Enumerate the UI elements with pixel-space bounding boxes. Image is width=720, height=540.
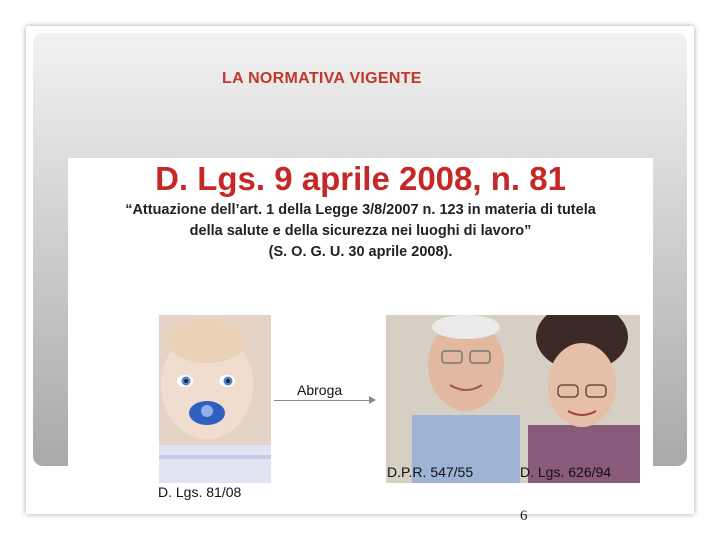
law-title: D. Lgs. 9 aprile 2008, n. 81 — [155, 160, 566, 197]
baby-photo — [159, 315, 271, 483]
page-number: 6 — [520, 508, 528, 524]
caption-dlgs-626-94: D. Lgs. 626/94 — [520, 464, 612, 480]
caption-dpr-547-55: D.P.R. 547/55 — [387, 464, 474, 480]
elderly-couple-photo — [386, 315, 640, 483]
slide-content — [68, 158, 653, 502]
law-description-line-3: (S. O. G. U. 30 aprile 2008). — [268, 244, 453, 260]
arrow-label: Abroga — [297, 382, 343, 398]
slide-title: LA NORMATIVA VIGENTE — [222, 70, 422, 87]
law-description-line-1: “Attuazione dell’art. 1 della Legge 3/8/2007 n. 123 in materia di tutela — [125, 202, 596, 218]
caption-dlgs-81-08: D. Lgs. 81/08 — [158, 484, 242, 500]
law-description-line-2: della salute e della sicurezza nei luoghi di lavoro” — [189, 223, 532, 239]
arrow-line — [274, 400, 372, 401]
arrow-head-icon — [369, 396, 376, 404]
